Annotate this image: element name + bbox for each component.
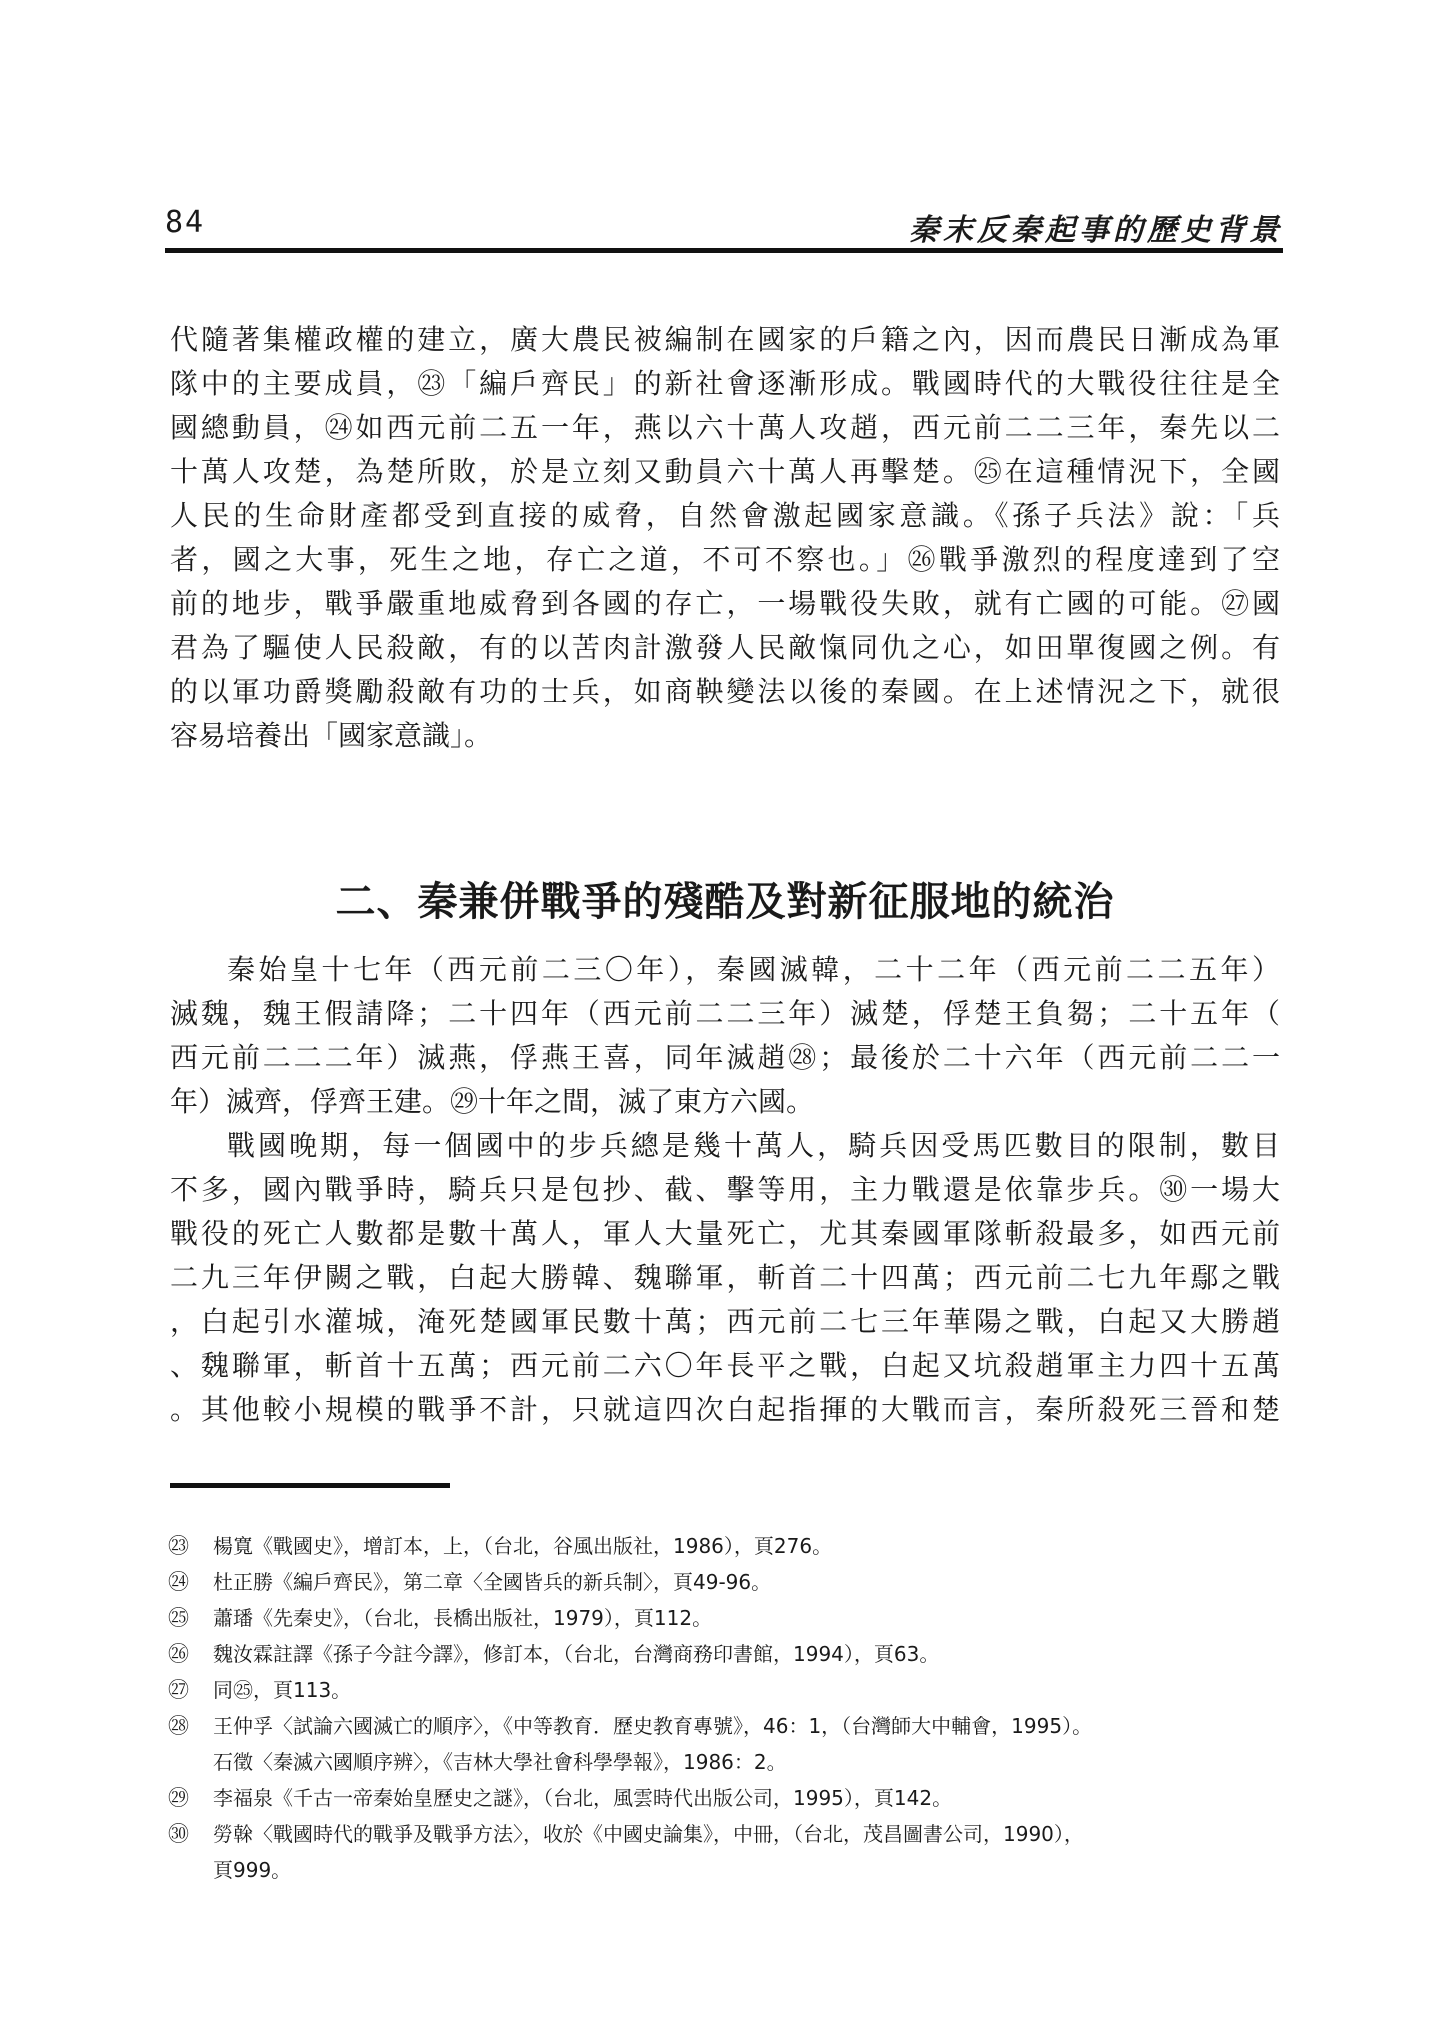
text-line: 滅魏，魏王假請降；二十四年（西元前二二三年）滅楚，俘楚王負芻；二十五年（ xyxy=(170,997,1280,1030)
text-line: 西元前二二二年）滅燕，俘燕王喜，同年滅趙㉘；最後於二十六年（西元前二二一 xyxy=(170,1041,1280,1074)
text-line: 者，國之大事，死生之地，存亡之道，不可不察也。」㉖戰爭激烈的程度達到了空 xyxy=(170,543,1280,576)
running-title: 秦末反秦起事的歷史背景 xyxy=(909,213,1283,248)
footnote-mark: ㉔ xyxy=(168,1570,189,1594)
text-line: 。其他較小規模的戰爭不計，只就這四次白起指揮的大戰而言，秦所殺死三晉和楚 xyxy=(170,1393,1280,1426)
footnote-mark: ㉘ xyxy=(168,1714,189,1738)
paragraph xyxy=(170,1124,1280,1432)
footnote-text: 頁999。 xyxy=(213,1858,292,1882)
text-line: 秦始皇十七年（西元前二三〇年），秦國滅韓，二十二年（西元前二二五年） xyxy=(227,953,1280,986)
footnote-text: 李福泉《千古一帝秦始皇歷史之謎》，（台北，風雲時代出版公司，1995），頁142。 xyxy=(213,1786,953,1810)
text-line: 前的地步，戰爭嚴重地威脅到各國的存亡，一場戰役失敗，就有亡國的可能。㉗國 xyxy=(170,587,1280,620)
text-line: 隊中的主要成員，㉓「編戶齊民」的新社會逐漸形成。戰國時代的大戰役往往是全 xyxy=(170,367,1280,400)
footnotes xyxy=(168,1528,1283,1888)
footnote-mark: ㉕ xyxy=(168,1606,189,1630)
footnote-text: 楊寬《戰國史》，增訂本，上，（台北，谷風出版社，1986），頁276。 xyxy=(213,1534,833,1558)
footnote-mark: ㉙ xyxy=(168,1786,189,1810)
footnote-rule xyxy=(170,1483,450,1488)
footnote-26 xyxy=(168,1636,1283,1672)
footnote-mark: ㉖ xyxy=(168,1642,189,1666)
text-line: 、魏聯軍，斬首十五萬；西元前二六〇年長平之戰，白起又坑殺趙軍主力四十五萬 xyxy=(170,1349,1280,1382)
footnote-text: 王仲孚〈試論六國滅亡的順序〉，《中等教育．歷史教育專號》，46：1，（台灣師大中輔會，1995）。 xyxy=(213,1714,1093,1738)
text-line: ，白起引水灌城，淹死楚國軍民數十萬；西元前二七三年華陽之戰，白起又大勝趙 xyxy=(170,1305,1280,1338)
page-number: 84 xyxy=(165,205,206,240)
text-line: 代隨著集權政權的建立，廣大農民被編制在國家的戶籍之內，因而農民日漸成為軍 xyxy=(170,323,1280,356)
footnote-mark: ㉗ xyxy=(168,1678,189,1702)
footnote-28 xyxy=(168,1708,1283,1780)
text-line: 二九三年伊闕之戰，白起大勝韓、魏聯軍，斬首二十四萬；西元前二七九年鄢之戰 xyxy=(170,1261,1280,1294)
text-line: 人民的生命財產都受到直接的威脅，自然會激起國家意識。《孫子兵法》說：「兵 xyxy=(170,499,1280,532)
footnote-text: 同㉕，頁113。 xyxy=(213,1678,352,1702)
footnote-25 xyxy=(168,1600,1283,1636)
section-paragraph-1 xyxy=(170,948,1280,1124)
footnote-24 xyxy=(168,1564,1283,1600)
page-header xyxy=(165,205,1283,249)
footnote-text: 石徵〈秦滅六國順序辨〉，《吉林大學社會科學學報》，1986：2。 xyxy=(213,1750,787,1774)
paragraph xyxy=(170,318,1280,758)
text-line: 戰役的死亡人數都是數十萬人，軍人大量死亡，尤其秦國軍隊斬殺最多，如西元前 xyxy=(170,1217,1280,1250)
text-line: 的以軍功爵獎勵殺敵有功的士兵，如商鞅變法以後的秦國。在上述情況之下，就很 xyxy=(170,675,1280,708)
footnote-text: 蕭璠《先秦史》，（台北，長橋出版社，1979），頁112。 xyxy=(213,1606,713,1630)
footnote-30 xyxy=(168,1816,1283,1888)
paragraph xyxy=(170,948,1280,1124)
text-line: 不多，國內戰爭時，騎兵只是包抄、截、擊等用，主力戰還是依靠步兵。㉚一場大 xyxy=(170,1173,1280,1206)
footnote-text: 勞榦〈戰國時代的戰爭及戰爭方法〉，收於《中國史論集》，中冊，（台北，茂昌圖書公司，1990）， xyxy=(213,1822,1084,1846)
text-line: 容易培養出「國家意識」。 xyxy=(170,719,493,752)
text-line: 君為了驅使人民殺敵，有的以苦肉計激發人民敵愾同仇之心，如田單復國之例。有 xyxy=(170,631,1280,664)
footnote-text: 魏汝霖註譯《孫子今註今譯》，修訂本，（台北，台灣商務印書館，1994），頁63。 xyxy=(213,1642,940,1666)
footnote-mark: ㉚ xyxy=(168,1822,189,1846)
text-line: 國總動員，㉔如西元前二五一年，燕以六十萬人攻趙，西元前二二三年，秦先以二 xyxy=(170,411,1280,444)
footnote-27 xyxy=(168,1672,1283,1708)
text-line: 年）滅齊，俘齊王建。㉙十年之間，滅了東方六國。 xyxy=(170,1085,815,1118)
text-line: 十萬人攻楚，為楚所敗，於是立刻又動員六十萬人再擊楚。㉕在這種情況下，全國 xyxy=(170,455,1280,488)
header-rule xyxy=(165,248,1283,253)
footnote-text: 杜正勝《編戶齊民》，第二章〈全國皆兵的新兵制〉，頁49-96。 xyxy=(213,1570,772,1594)
footnote-23 xyxy=(168,1528,1283,1564)
section-heading: 二、秦兼併戰爭的殘酷及對新征服地的統治 xyxy=(335,879,1115,925)
section-paragraph-2 xyxy=(170,1124,1280,1432)
footnote-mark: ㉓ xyxy=(168,1534,189,1558)
text-line: 戰國晚期，每一個國中的步兵總是幾十萬人，騎兵因受馬匹數目的限制，數目 xyxy=(227,1129,1280,1162)
intro-paragraph xyxy=(170,318,1280,758)
footnote-29 xyxy=(168,1780,1283,1816)
